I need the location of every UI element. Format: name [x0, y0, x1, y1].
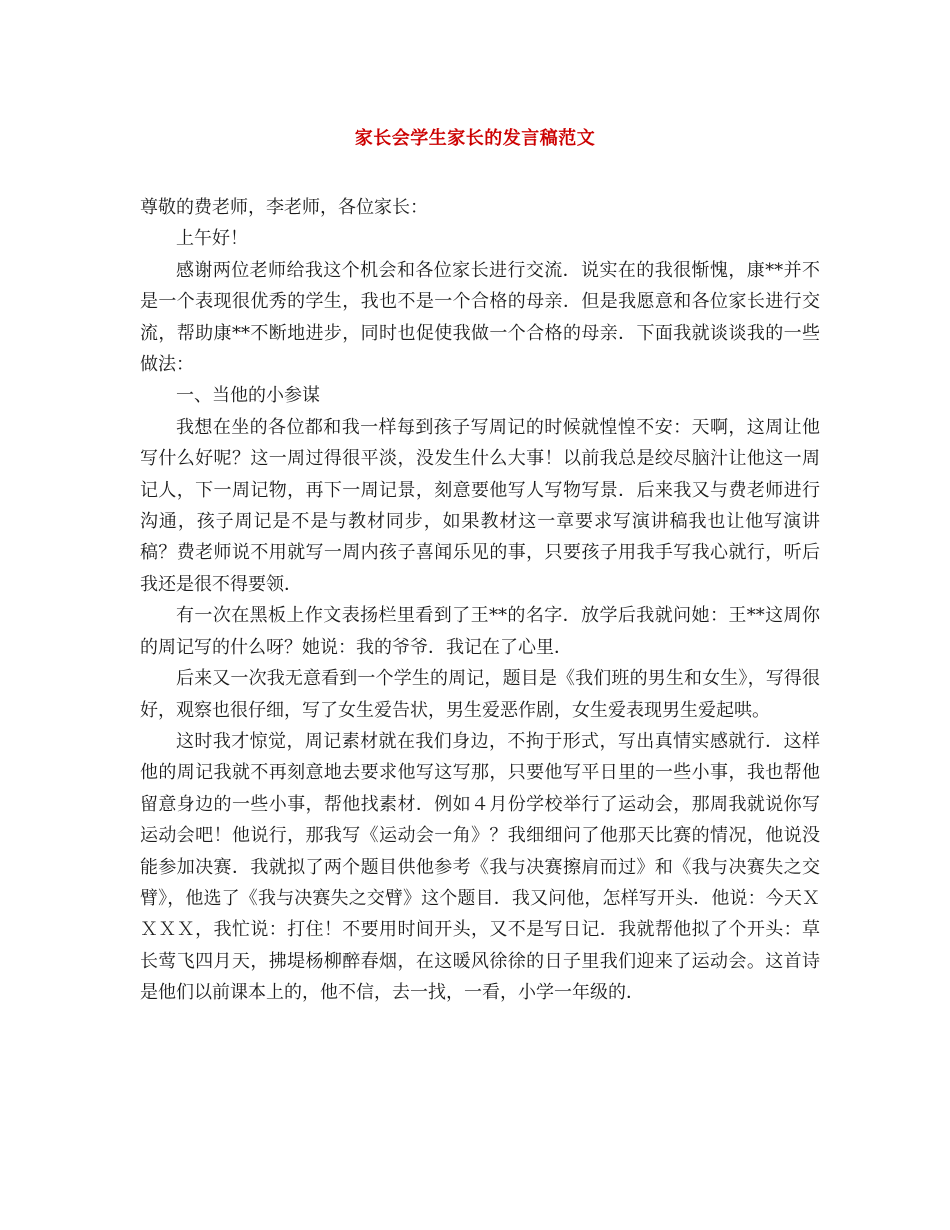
paragraph: 这时我才惊觉，周记素材就在我们身边，不拘于形式，写出真情实感就行．这样他的周记我就不再刻意地去要求他写这写那，只要他写平日里的一些小事，我也帮他留意身边的一些小事，帮他找素材．例如４月份学校举行了运动会，那周我就说你写运动会吧！他说行，那我写《运动会一角》？我细细问了他那天比赛的情况，他说没能参加决赛．我就拟了两个题目供他参考《我与决赛擦肩而过》和《我与决赛失之交臂》，他选了《我与决赛失之交臂》这个题目．我又问他，怎样写开头．他说：今天ＸＸＸＸ，我忙说：打住！不要用时间开头，又不是写日记．我就帮他拟了个开头：草长莺飞四月天，拂堤杨柳醉春烟，在这暖风徐徐的日子里我们迎来了运动会。这首诗是他们以前课本上的，他不信，去一找，一看，小学一年级的． — [140, 730, 820, 1004]
salutation: 尊敬的费老师，李老师，各位家长： — [140, 197, 428, 218]
document-body — [140, 192, 820, 1009]
paragraph: 我想在坐的各位都和我一样每到孩子写周记的时候就惶惶不安：天啊，这周让他写什么好呢？这一周过得很平淡，没发生什么大事！以前我总是绞尽脑汁让他这一周记人，下一周记物，再下一周记景，刻意要他写人写物写景．后来我又与费老师进行沟通，孩子周记是不是与教材同步，如果教材这一章要求写演讲稿我也让他写演讲稿？费老师说不用就写一周内孩子喜闻乐见的事，只要孩子用我手写我心就行，听后我还是很不得要领． — [140, 416, 820, 595]
section-heading: 一、当他的小参谋 — [176, 385, 320, 407]
paragraph-intro: 感谢两位老师给我这个机会和各位家长进行交流．说实在的我很惭愧，康**并不是一个表现很优秀的学生，我也不是一个合格的母亲．但是我愿意和各位家长进行交流，帮助康**不断地进步，同时也促使我做一个合格的母亲．下面我就谈谈我的一些做法： — [140, 259, 820, 376]
paragraph-greeting: 上午好！ — [176, 228, 248, 250]
document-title: 家长会学生家长的发言稿范文 — [354, 128, 596, 149]
paragraph: 有一次在黑板上作文表扬栏里看到了王**的名字．放学后我就问她：王**这周你的周记写的什么呀？她说：我的爷爷．我记在了心里． — [140, 605, 820, 658]
paragraph: 后来又一次我无意看到一个学生的周记，题目是《我们班的男生和女生》，写得很好，观察也很仔细，写了女生爱告状，男生爱恶作剧，女生爱表现男生爱起哄。 — [140, 668, 820, 721]
